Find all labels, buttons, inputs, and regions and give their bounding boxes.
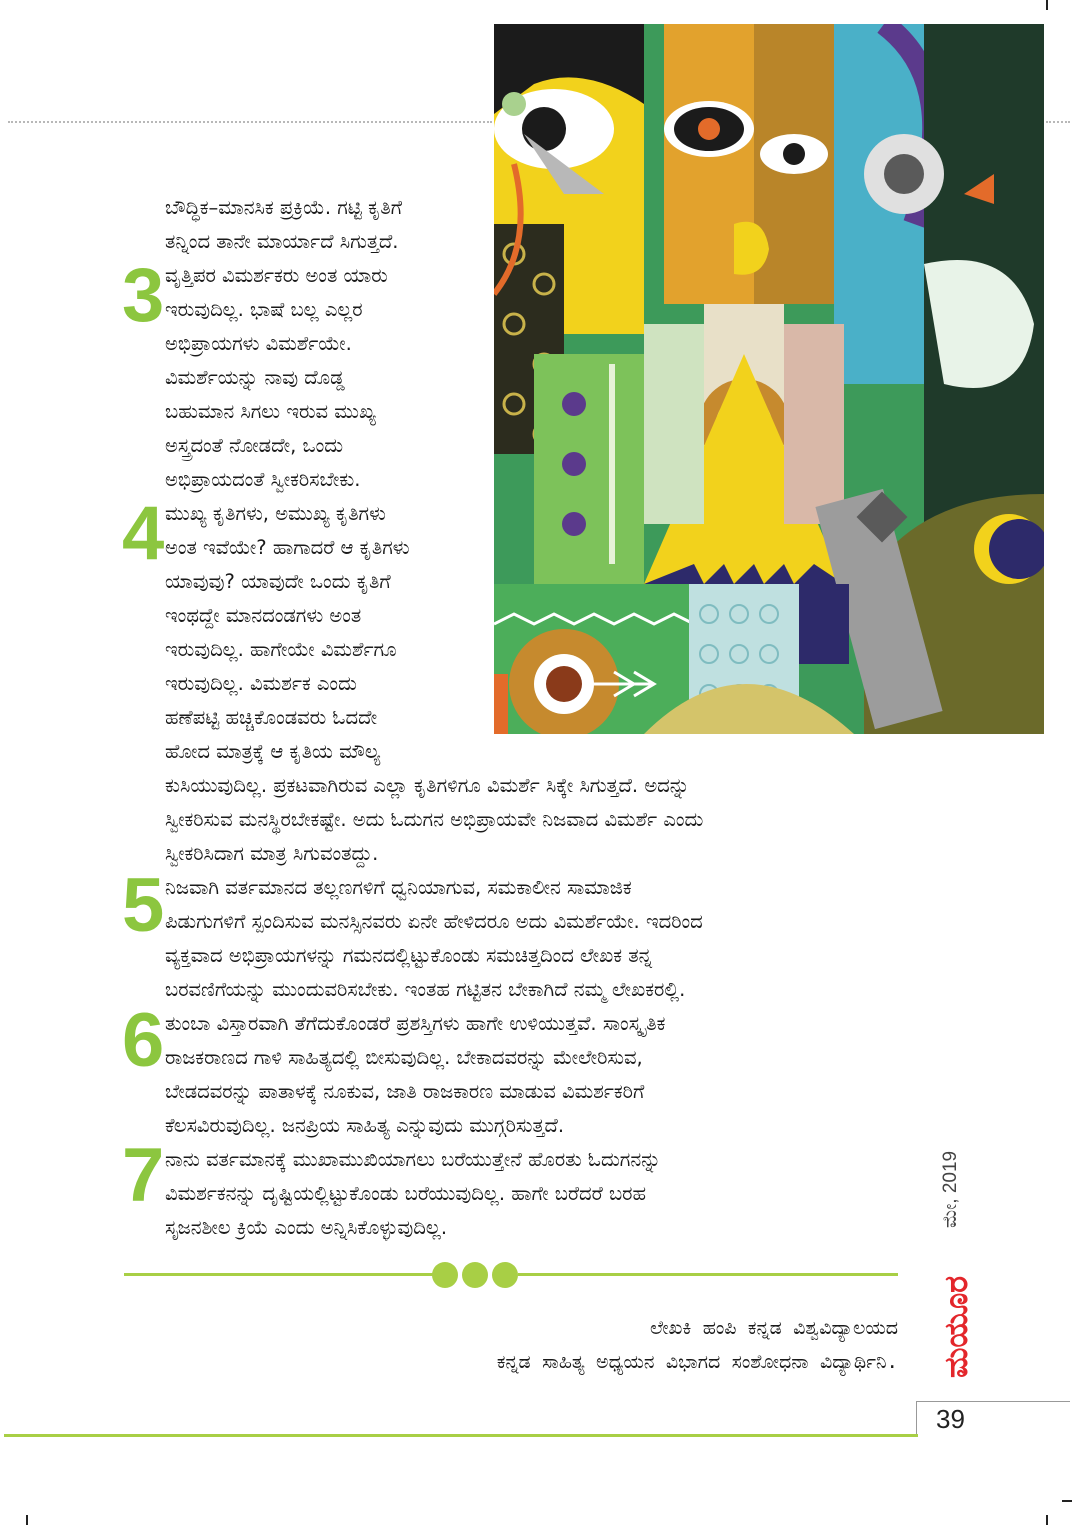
body-text-line: ಇರುವುದಿಲ್ಲ. ವಿಮರ್ಶಕ ಎಂದು [165,672,357,695]
magazine-logo: ಮಯೂರ [937,1275,975,1378]
dotted-rule [8,121,492,123]
paragraph-number: 3 [122,253,165,338]
body-text-line: ಅಭಿಪ್ರಾಯಗಳು ವಿಮರ್ಶೆಯೇ. [165,332,352,355]
body-text-line: ಸ್ವೀಕರಿಸುವ ಮನಸ್ಥಿರಬೇಕಷ್ಟೇ. ಅದು ಓದುಗನ ಅಭಿಪ್ರಾಯವೇ ನಿಜವಾದ ವಿಮರ್ಶೆ ಎಂದು [165,808,704,831]
paragraph-number: 6 [122,998,165,1083]
body-text-line: ಇರುವುದಿಲ್ಲ. ಭಾಷೆ ಬಲ್ಲ ಎಲ್ಲರ [165,298,363,321]
body-text-line: ಅಸ್ತ್ರದಂತೆ ನೋಡದೇ, ಒಂದು [165,434,344,457]
author-bio-line: ಲೇಖಕಿ ಹಂಪಿ ಕನ್ನಡ ವಿಶ್ವವಿದ್ಯಾಲಯದ [650,1317,898,1339]
paragraph-number: 7 [122,1133,165,1218]
divider-line [124,1273,434,1276]
page-number-rule [916,1401,1070,1402]
body-text-line: ಸ್ವೀಕರಿಸಿದಾಗ ಮಾತ್ರ ಸಿಗುವಂತದ್ದು. [165,842,379,865]
paragraph-number: 5 [122,863,165,948]
issue-date: ಮೇ, 2019 [940,1150,961,1228]
divider-line [518,1273,898,1276]
body-text-line: ಬೌದ್ಧಿಕ–ಮಾನಸಿಕ ಪ್ರಕ್ರಿಯೆ. ಗಟ್ಟಿ ಕೃತಿಗೆ [165,196,403,219]
page-number: 39 [936,1404,965,1434]
page-number-divider [916,1401,917,1437]
body-text-line: ಇರುವುದಿಲ್ಲ. ಹಾಗೇಯೇ ವಿಮರ್ಶೆಗೂ [165,638,397,661]
divider-dot [492,1262,518,1288]
body-text-line: ಬೇಡದವರನ್ನು ಪಾತಾಳಕ್ಕೆ ನೂಕುವ, ಜಾತಿ ರಾಜಕಾರಣ ಮಾಡುವ ವಿಮರ್ಶಕರಿಗೆ [165,1080,645,1103]
divider-dot [432,1262,458,1288]
dotted-rule [1046,121,1070,123]
body-text-line: ಇಂಥದ್ದೇ ಮಾನದಂಡಗಳು ಅಂತ [165,604,362,627]
body-text-line: ಮುಖ್ಯ ಕೃತಿಗಳು, ಅಮುಖ್ಯ ಕೃತಿಗಳು [165,502,386,525]
body-text-line: ನಾನು ವರ್ತಮಾನಕ್ಕೆ ಮುಖಾಮುಖಿಯಾಗಲು ಬರೆಯುತ್ತೇನೆ ಹೊರತು ಓದುಗನನ್ನು [165,1148,661,1171]
crop-mark [26,1515,28,1525]
body-text-line: ಕೆಲಸವಿರುವುದಿಲ್ಲ. ಜನಪ್ರಿಯ ಸಾಹಿತ್ಯ ಎನ್ನುವುದು ಮುಗ್ಗರಿಸುತ್ತದೆ. [165,1114,565,1137]
crop-mark [1046,1515,1048,1525]
section-divider [124,1260,898,1290]
body-text-line: ಪಿಡುಗುಗಳಿಗೆ ಸ್ಪಂದಿಸುವ ಮನಸ್ಸಿನವರು ಏನೇ ಹೇಳಿದರೂ ಅದು ವಿಮರ್ಶೆಯೇ. ಇದರಿಂದ [165,910,703,933]
body-text-line: ಸೃಜನಶೀಲ ಕ್ರಿಯೆ ಎಂದು ಅನ್ನಿಸಿಕೊಳ್ಳುವುದಿಲ್ಲ. [165,1216,448,1239]
body-text-line: ಬಹುಮಾನ ಸಿಗಲು ಇರುವ ಮುಖ್ಯ [165,400,376,423]
body-text-line: ತನ್ನಿಂದ ತಾನೇ ಮಾರ್ಯಾದೆ ಸಿಗುತ್ತದೆ. [165,230,399,253]
abstract-illustration [494,24,1044,734]
author-bio-line: ಕನ್ನಡ ಸಾಹಿತ್ಯ ಅಧ್ಯಯನ ವಿಭಾಗದ ಸಂಶೋಧನಾ ವಿದ್ಯಾರ್ಥಿನಿ. [496,1351,898,1373]
body-text-line: ಕುಸಿಯುವುದಿಲ್ಲ. ಪ್ರಕಟವಾಗಿರುವ ಎಲ್ಲಾ ಕೃತಿಗಳಿಗೂ ವಿಮರ್ಶೆ ಸಿಕ್ಕೇ ಸಿಗುತ್ತದೆ. ಅದನ್ನು [165,774,690,797]
paragraph-number: 4 [122,491,165,576]
body-text-line: ಅಭಿಪ್ರಾಯದಂತೆ ಸ್ವೀಕರಿಸಬೇಕು. [165,468,361,491]
body-text-line: ಬರವಣಿಗೆಯನ್ನು ಮುಂದುವರಿಸಬೇಕು. ಇಂತಹ ಗಟ್ಟಿತನ ಬೇಕಾಗಿದೆ ನಮ್ಮ ಲೇಖಕರಲ್ಲಿ. [165,978,686,1001]
crop-mark [1062,1500,1072,1502]
body-text-line: ವೃತ್ತಿಪರ ವಿಮರ್ಶಕರು ಅಂತ ಯಾರು [165,264,388,287]
body-text-line: ವಿಮರ್ಶೆಯನ್ನು ನಾವು ದೊಡ್ಡ [165,366,345,389]
body-text-line: ಯಾವುವು? ಯಾವುದೇ ಒಂದು ಕೃತಿಗೆ [165,570,391,593]
body-text-line: ಹಣೆಪಟ್ಟಿ ಹಚ್ಚಿಕೊಂಡವರು ಓದದೇ [165,706,378,729]
bottom-rule [4,1434,918,1437]
body-text-line: ತುಂಬಾ ವಿಸ್ತಾರವಾಗಿ ತೆಗೆದುಕೊಂಡರೆ ಪ್ರಶಸ್ತಿಗಳು ಹಾಗೇ ಉಳಿಯುತ್ತವೆ. ಸಾಂಸ್ಕೃತಿಕ [165,1012,666,1035]
divider-dot [462,1262,488,1288]
body-text-line: ಹೋದ ಮಾತ್ರಕ್ಕೆ ಆ ಕೃತಿಯ ಮೌಲ್ಯ [165,740,381,763]
body-text-line: ಅಂತ ಇವೆಯೇ? ಹಾಗಾದರೆ ಆ ಕೃತಿಗಳು [165,536,410,559]
body-text-line: ನಿಜವಾಗಿ ವರ್ತಮಾನದ ತಲ್ಲಣಗಳಿಗೆ ಧ್ವನಿಯಾಗುವ, ಸಮಕಾಲೀನ ಸಾಮಾಜಿಕ [165,876,632,899]
crop-mark [1046,0,1048,10]
body-text-line: ರಾಜಕರಾಣದ ಗಾಳಿ ಸಾಹಿತ್ಯದಲ್ಲಿ ಬೀಸುವುದಿಲ್ಲ. ಬೇಕಾದವರನ್ನು ಮೇಲೇರಿಸುವ, [165,1046,643,1069]
body-text-line: ವ್ಯಕ್ತವಾದ ಅಭಿಪ್ರಾಯಗಳನ್ನು ಗಮನದಲ್ಲಿಟ್ಟುಕೊಂಡು ಸಮಚಿತ್ತದಿಂದ ಲೇಖಕ ತನ್ನ [165,944,653,967]
body-text-line: ವಿಮರ್ಶಕನನ್ನು ದೃಷ್ಟಿಯಲ್ಲಿಟ್ಟುಕೊಂಡು ಬರೆಯುವುದಿಲ್ಲ. ಹಾಗೇ ಬರೆದರೆ ಬರಹ [165,1182,646,1205]
